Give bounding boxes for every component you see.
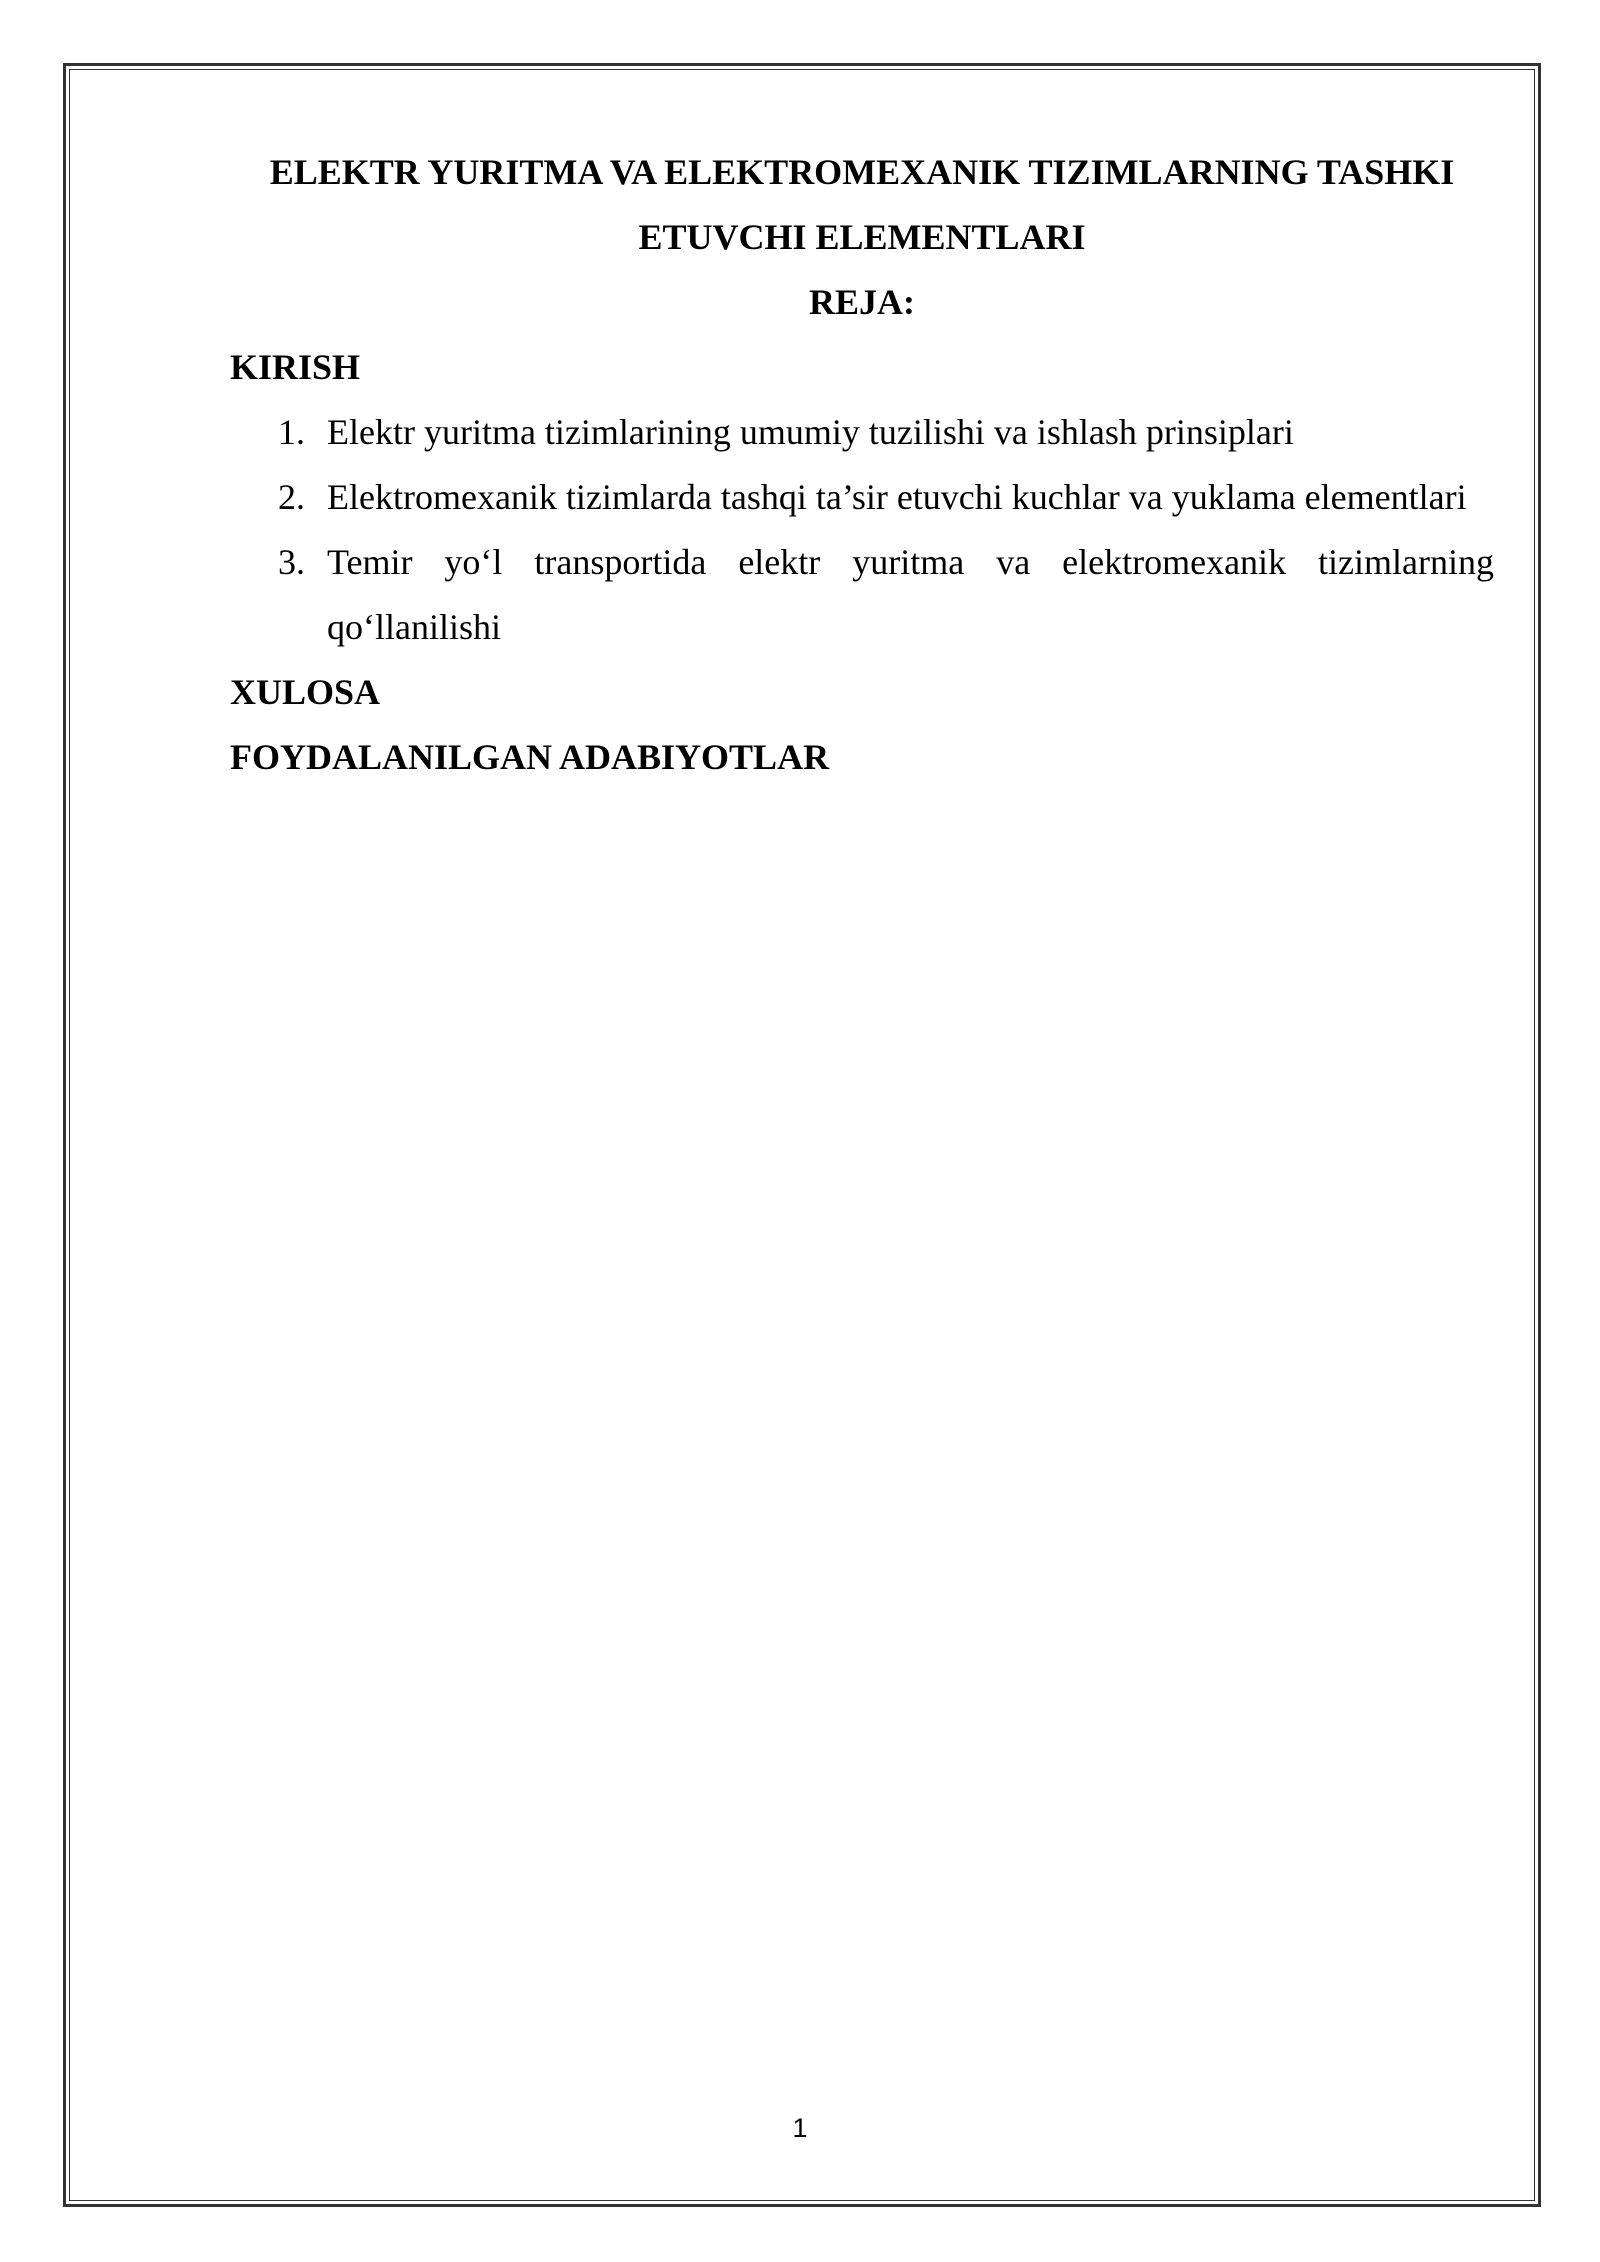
page-number: 1 — [792, 2113, 808, 2143]
plan-list — [230, 400, 1494, 660]
document-body — [230, 140, 1494, 790]
plan-item-text: Elektromexanik tizimlarda tashqi ta’sir etuvchi kuchlar va yuklama elementlari — [327, 477, 1467, 517]
plan-item-number: 1. — [278, 412, 305, 452]
plan-item-text: Elektr yuritma tizimlarining umumiy tuzilishi va ishlash prinsiplari — [327, 412, 1294, 452]
plan-item-text: Temir yo‘l transportida elektr yuritma va elektromexanik tizimlarning qo‘llanilishi — [327, 542, 1494, 647]
plan-item — [230, 530, 1494, 660]
references-heading: FOYDALANILGAN ADABIYOTLAR — [230, 737, 830, 777]
document-title-line-2: ETUVCHI ELEMENTLARI — [638, 217, 1086, 257]
plan-item — [230, 400, 1494, 465]
plan-item-number: 2. — [278, 477, 305, 517]
plan-item — [230, 465, 1494, 530]
plan-item-number: 3. — [278, 542, 305, 582]
conclusion-heading: XULOSA — [230, 672, 381, 712]
plan-heading: REJA: — [809, 282, 915, 322]
document-title-line-1: ELEKTR YURITMA VA ELEKTROMEXANIK TIZIMLARNING TASHKI — [269, 152, 1455, 192]
document-title — [230, 140, 1494, 270]
intro-heading: KIRISH — [230, 347, 361, 387]
